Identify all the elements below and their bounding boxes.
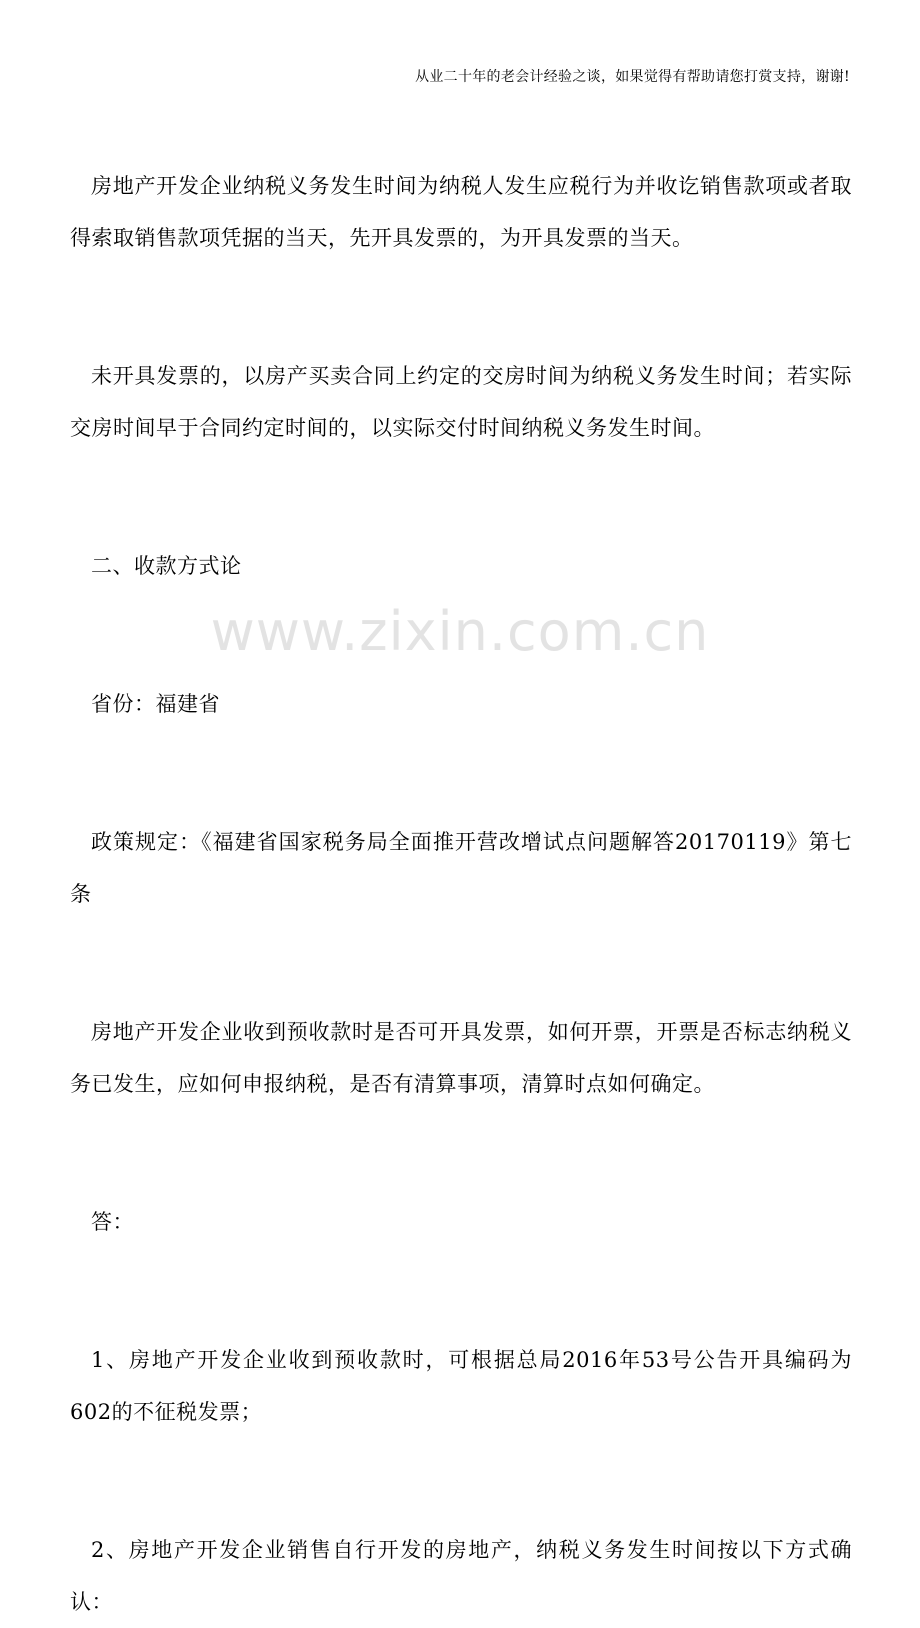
paragraph-province: 省份：福建省 bbox=[91, 692, 220, 716]
document-body bbox=[70, 160, 852, 1628]
paragraph-answer-2: 2、房地产开发企业销售自行开发的房地产，纳税义务发生时间按以下方式确认： bbox=[70, 1538, 852, 1614]
watermark: www.zixin.com.cn bbox=[210, 600, 710, 663]
paragraph-answer-label: 答： bbox=[91, 1210, 134, 1234]
paragraph-policy: 政策规定：《福建省国家税务局全面推开营改增试点问题解答20170119》第七条 bbox=[70, 830, 852, 906]
header-note: 从业二十年的老会计经验之谈，如果觉得有帮助请您打赏支持，谢谢! bbox=[415, 69, 850, 85]
paragraph-tax-obligation-time: 房地产开发企业纳税义务发生时间为纳税人发生应税行为并收讫销售款项或者取得索取销售款项凭据的当天，先开具发票的，为开具发票的当天。 bbox=[70, 174, 852, 250]
paragraph-answer-1: 1、房地产开发企业收到预收款时，可根据总局2016年53号公告开具编码为602的不征税发票； bbox=[70, 1348, 852, 1424]
paragraph-question: 房地产开发企业收到预收款时是否可开具发票，如何开票，开票是否标志纳税义务已发生，应如何申报纳税，是否有清算事项，清算时点如何确定。 bbox=[70, 1020, 852, 1096]
section-heading: 二、收款方式论 bbox=[91, 554, 242, 578]
paragraph-no-invoice: 未开具发票的，以房产买卖合同上约定的交房时间为纳税义务发生时间；若实际交房时间早于合同约定时间的，以实际交付时间纳税义务发生时间。 bbox=[70, 364, 852, 440]
